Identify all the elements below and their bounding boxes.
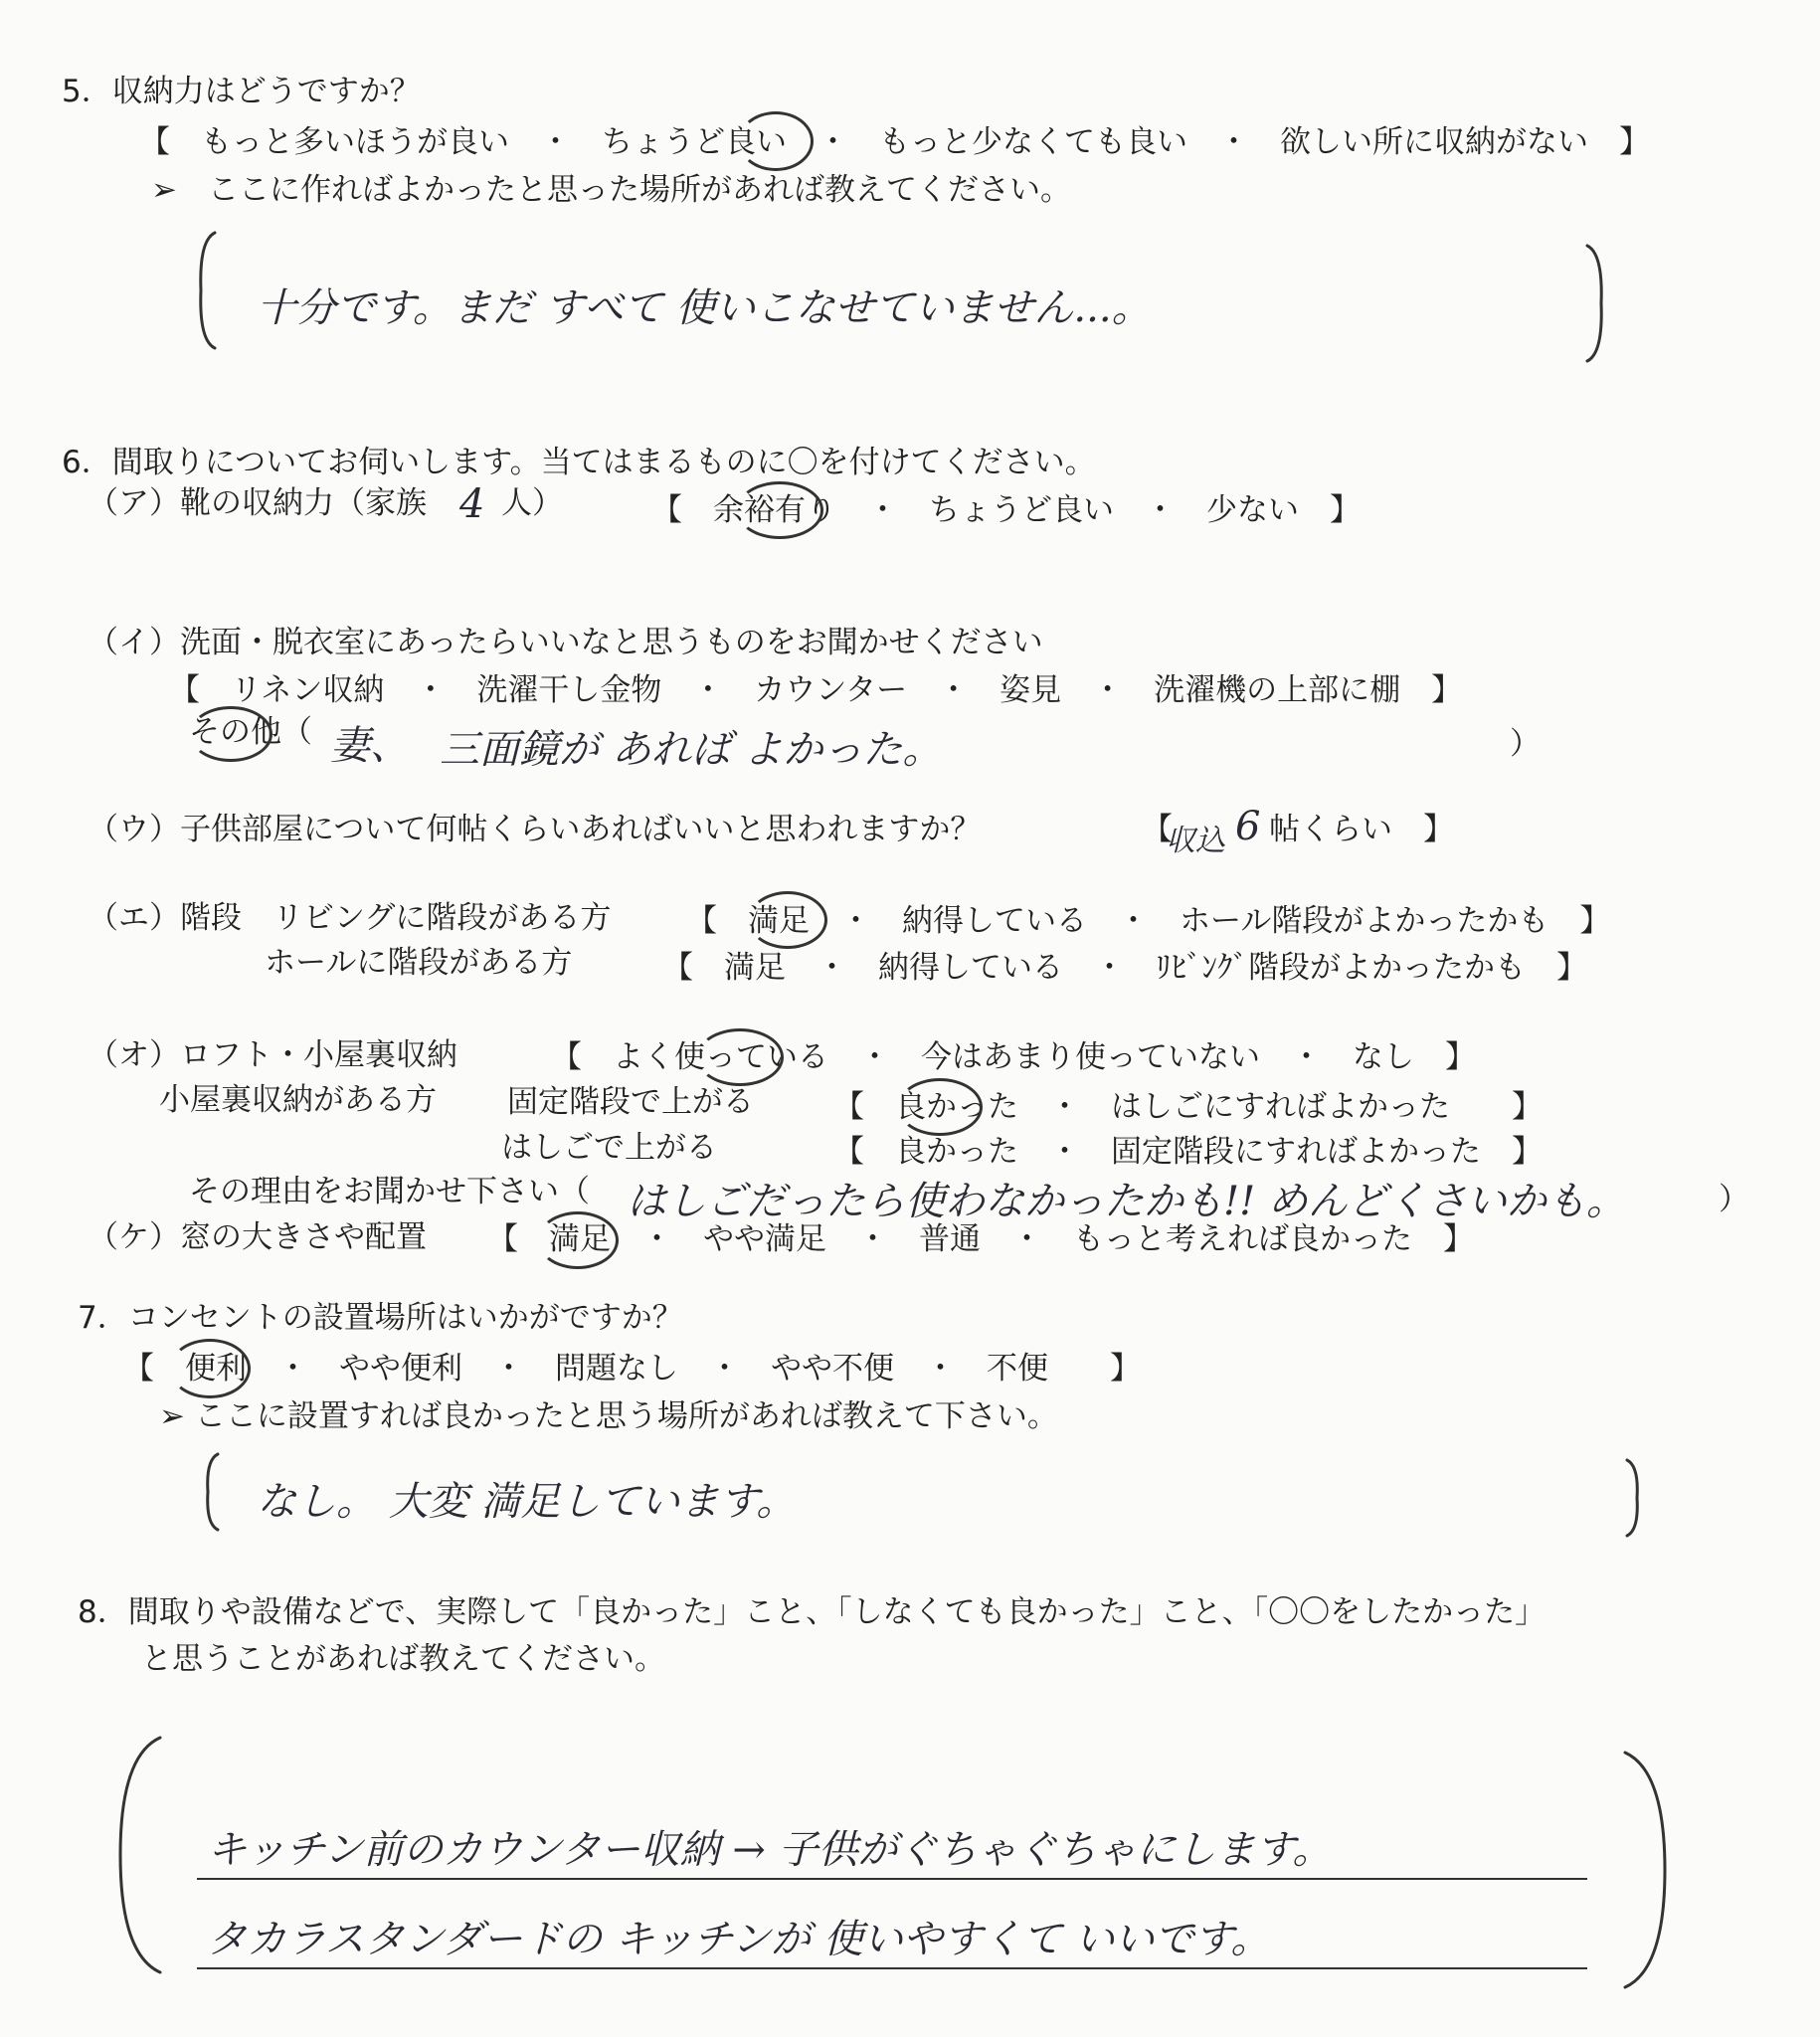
q6-a-suffix: 人） [501, 485, 563, 521]
q8-answer-bracket-right [1621, 1751, 1671, 1989]
q6-o-reason-label: その理由をお聞かせ下さい（ [189, 1174, 590, 1209]
q8-answer2: タカラスタンダードの キッチンが 使いやすくて いいです。 [207, 1917, 1271, 1962]
q6-o-reason-close: ） [1719, 1182, 1749, 1217]
q6-a-selected-circle [736, 481, 823, 539]
q5-title: 5．収納力はどうですか？ [62, 74, 421, 109]
q7-answer-bracket-right [1625, 1458, 1641, 1538]
q6-i-options: 【 リネン収納 ・ 洗濯干し金物 ・ カウンター ・ 姿見 ・ 洗濯機の上部に棚 】 [169, 672, 1463, 708]
q6-o-label: （オ）ロフト・小屋裏収納 [88, 1037, 457, 1073]
q7-answer-bracket-left [204, 1452, 220, 1532]
q6-o-fixed-label: 固定階段で上がる [507, 1084, 754, 1120]
q6-o-options: 【 よく使っている ・ 今はあまり使っていない ・ なし 】 [551, 1039, 1476, 1075]
q6-e-options1: 【 満足 ・ 納得している ・ ホール階段がよかったかも 】 [686, 903, 1611, 939]
q7-prompt: ➢ ここに設置すれば良かったと思う場所があれば教えて下さい。 [159, 1398, 1058, 1434]
q5-answer-bracket-right [1583, 244, 1607, 363]
q8-answer1-underline [197, 1878, 1587, 1880]
q6-title: 6．間取りについてお伺いします。当てはまるものに〇を付けてください。 [62, 445, 1096, 480]
q6-o-selected-circle [696, 1028, 784, 1086]
q6-o-attic-label: 小屋裏収納がある方 [159, 1082, 437, 1118]
q6-u-answer: 6 [1235, 804, 1261, 849]
q6-a-family-count: 4 [459, 481, 485, 527]
q6-u-suffix: 帖くらい 】 [1269, 812, 1454, 847]
q6-a-options: 【 余裕有り ・ ちょうど良い ・ 少ない 】 [651, 492, 1361, 528]
q7-title: 7．コンセントの設置場所はいかがですか？ [78, 1300, 683, 1336]
q8-answer1: キッチン前のカウンター収納 → 子供がぐちゃぐちゃにします。 [207, 1827, 1333, 1873]
q8-answer-bracket-left [114, 1736, 164, 1974]
q5-selected-circle [738, 111, 814, 171]
q7-answer: なし。 大変 満足しています。 [257, 1479, 797, 1525]
q6-o-fixed-selected-circle [897, 1078, 983, 1136]
q6-o-reason-answer: はしごだったら使わなかったかも!! めんどくさいかも。 [627, 1179, 1626, 1224]
q6-e-hall-label: ホールに階段がある方 [265, 945, 573, 981]
q6-u-open: 【 [1142, 812, 1173, 847]
q5-answer-bracket-left [197, 231, 217, 350]
q6-ke-options: 【 満足 ・ やや満足 ・ 普通 ・ もっと考えれば良かった 】 [487, 1221, 1474, 1257]
q5-options: 【 もっと多いほうが良い ・ ちょうど良い ・ もっと少なくても良い ・ 欲しい所に収納がない 】 [139, 124, 1650, 160]
q6-u-question: （ウ）子供部屋について何帖くらいあればいいと思われますか？ [88, 812, 982, 847]
q6-o-ladder-label: はしごで上がる [501, 1130, 717, 1166]
q6-i-other-answer: 三面鏡が あれば よかった。 [440, 727, 943, 773]
q6-ke-selected-circle [537, 1211, 619, 1269]
q5-answer: 十分です。まだ すべて 使いこなせていません...。 [257, 285, 1152, 331]
q6-i-other-label: その他（ [189, 714, 312, 750]
q6-e-selected-circle [748, 891, 827, 949]
q6-e-options2: 【 満足 ・ 納得している ・ ﾘﾋﾞﾝｸﾞ階段がよかったかも 】 [662, 950, 1587, 986]
q6-u-answer-note: 収込 [1166, 824, 1225, 858]
q6-o-fixed-options: 【 良かった ・ はしごにすればよかった 】 [833, 1089, 1543, 1125]
q6-o-ladder-options: 【 良かった ・ 固定階段にすればよかった 】 [833, 1134, 1543, 1170]
q6-ke-label: （ケ）窓の大きさや配置 [88, 1219, 427, 1255]
q8-title: 8．間取りや設備などで、実際して「良かった」こと、「しなくても良かった」こと、「〇〇をしたかった」 [78, 1594, 1547, 1630]
q6-i-question: （イ）洗面・脱衣室にあったらいいなと思うものをお聞かせください [88, 625, 1043, 660]
q7-options: 【 便利 ・ やや便利 ・ 問題なし ・ やや不便 ・ 不便 】 [123, 1351, 1141, 1387]
q6-i-other-note: 妻、 [330, 723, 410, 769]
q6-i-close: ） [1510, 726, 1541, 762]
q6-i-other-circle [189, 706, 273, 762]
q5-prompt: ➢ ここに作ればよかったと思った場所があれば教えてください。 [151, 172, 1071, 208]
q7-selected-circle [169, 1339, 251, 1398]
q6-e-label: （エ）階段 リビングに階段がある方 [88, 900, 612, 936]
q8-title2: と思うことがあれば教えてください。 [141, 1641, 665, 1677]
q8-answer2-underline [197, 1967, 1587, 1969]
q6-a-prefix: （ア）靴の収納力（家族 [88, 485, 427, 521]
